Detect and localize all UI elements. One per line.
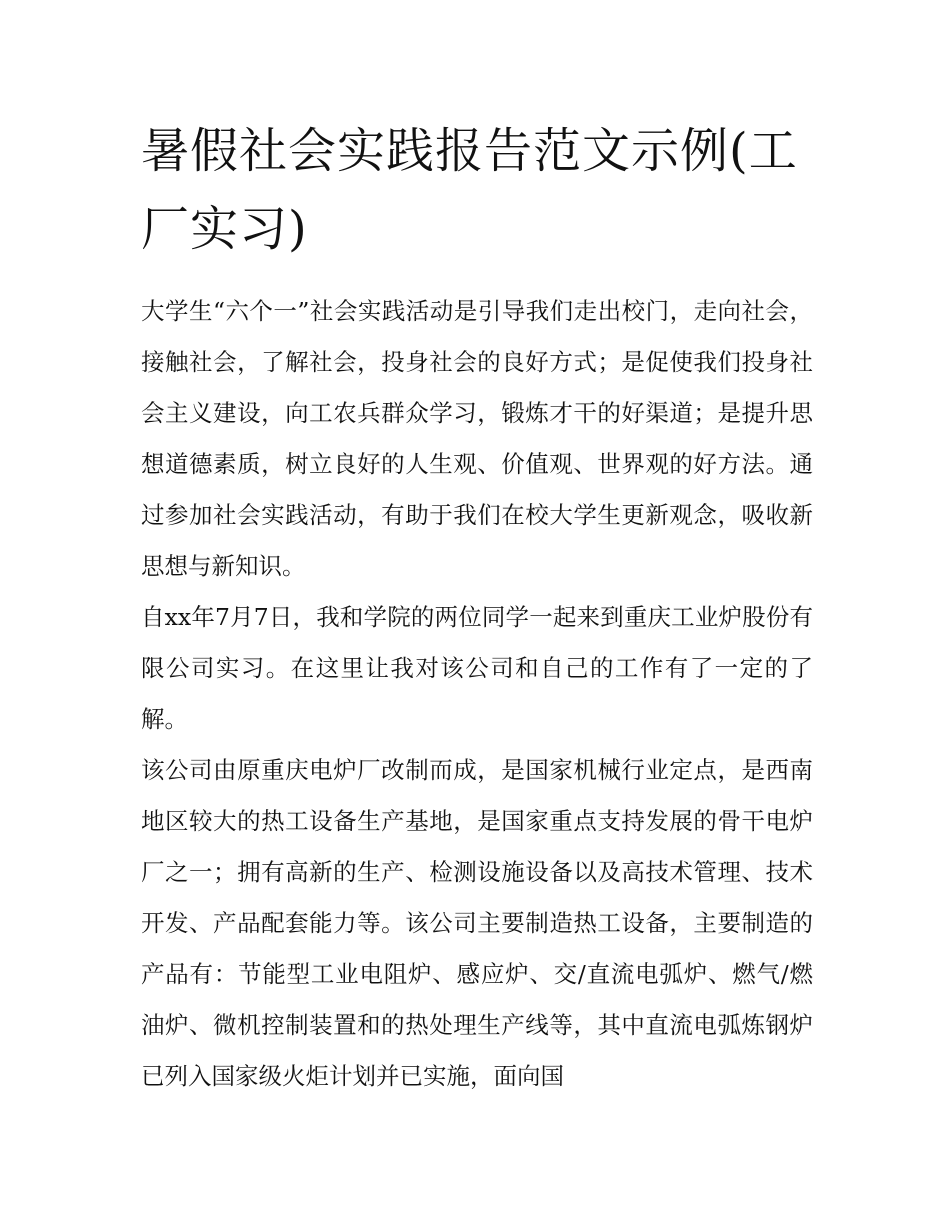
document-page <box>141 0 813 1102</box>
paragraph-intro: 大学生“六个一”社会实践活动是引导我们走出校门，走向社会，接触社会，了解社会，投身社会的良好方式；是促使我们投身社会主义建设，向工农兵群众学习，锻炼才干的好渠道；是提升思想道德素质，树立良好的人生观、价值观、世界观的好方法。通过参加社会实践活动，有助于我们在校大学生更新观念，吸收新思想与新知识。 <box>141 297 813 580</box>
document-title: 暑假社会实践报告范文示例(工厂实习) <box>141 123 798 257</box>
paragraph-internship: 自xx年7月7日，我和学院的两位同学一起来到重庆工业炉股份有限公司实习。在这里让我对该公司和自己的工作有了一定的了解。 <box>141 603 813 733</box>
paragraph-company: 该公司由原重庆电炉厂改制而成，是国家机械行业定点，是西南地区较大的热工设备生产基地，是国家重点支持发展的骨干电炉厂之一；拥有高新的生产、检测设施设备以及高技术管理、技术开发、产品配套能力等。该公司主要制造热工设备，主要制造的产品有：节能型工业电阻炉、感应炉、交/直流电弧炉、燃气/燃油炉、微机控制装置和的热处理生产线等，其中直流电弧炼钢炉已列入国家级火炬计划并已实施，面向国 <box>141 756 813 1090</box>
